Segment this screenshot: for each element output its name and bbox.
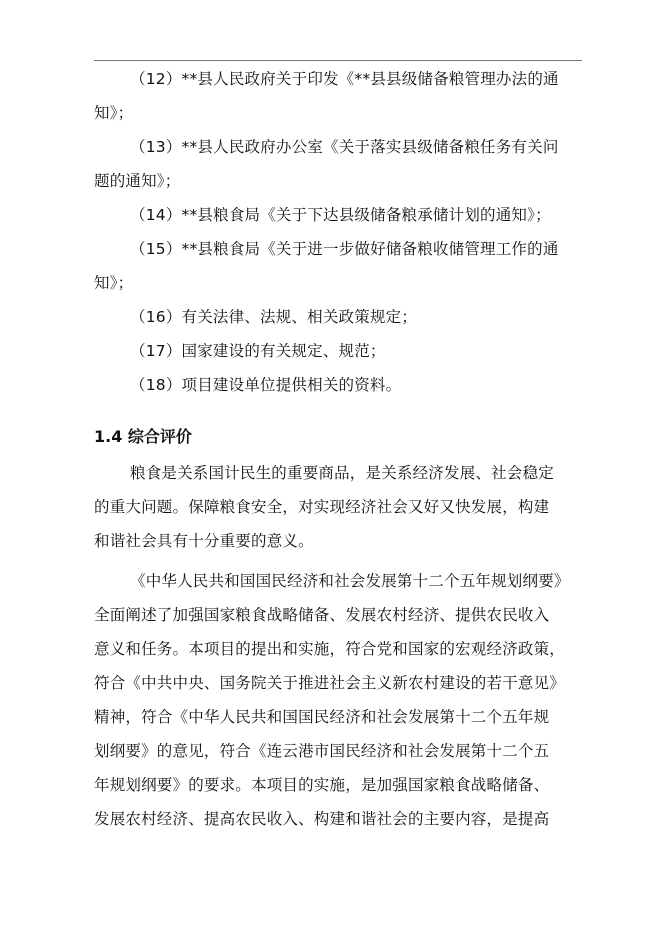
paragraph-2-line: 发展农村经济、提高农民收入、构建和谐社会的主要内容，是提高 — [94, 810, 550, 828]
paragraph-2 — [94, 564, 578, 836]
reference-13-line1: （13）**县人民政府办公室《关于落实县级储备粮任务有关问 — [130, 138, 559, 156]
paragraph-2-line: 符合《中共中央、国务院关于推进社会主义新农村建设的若干意见》 — [94, 674, 566, 692]
paragraph-1-line: 的重大问题。保障粮食安全，对实现经济社会又好又快发展，构建 — [94, 498, 550, 516]
reference-12-line1: （12）**县人民政府关于印发《**县县级储备粮管理办法的通 — [130, 70, 559, 88]
reference-16-line1: （16）有关法律、法规、相关政策规定； — [130, 308, 418, 326]
paragraph-2-line: 年规划纲要》的要求。本项目的实施，是加强国家粮食战略储备、 — [94, 776, 550, 794]
reference-12-line2: 知》； — [94, 104, 134, 122]
paragraph-2-line: 意义和任务。本项目的提出和实施，符合党和国家的宏观经济政策， — [94, 640, 566, 658]
paragraph-2-line: 划纲要》的意见，符合《连云港市国民经济和社会发展第十二个五 — [94, 742, 550, 760]
reference-13-line2: 题的通知》； — [94, 172, 181, 190]
reference-17-line1: （17）国家建设的有关规定、规范； — [130, 342, 386, 360]
reference-list — [94, 62, 578, 402]
paragraph-1 — [94, 456, 578, 558]
section-heading: 1.4 综合评价 — [94, 427, 192, 446]
paragraph-1-line: 粮食是关系国计民生的重要商品，是关系经济发展、社会稳定 — [130, 464, 554, 482]
header-rule — [94, 60, 582, 61]
reference-15-line1: （15）**县粮食局《关于进一步做好储备粮收储管理工作的通 — [130, 240, 559, 258]
paragraph-2-line: 全面阐述了加强国家粮食战略储备、发展农村经济、提供农民收入 — [94, 606, 550, 624]
reference-15-line2: 知》； — [94, 274, 134, 292]
reference-18-line1: （18）项目建设单位提供相关的资料。 — [130, 376, 402, 394]
paragraph-2-line: 精神，符合《中华人民共和国国民经济和社会发展第十二个五年规 — [94, 708, 550, 726]
paragraph-1-line: 和谐社会具有十分重要的意义。 — [94, 532, 314, 550]
paragraph-2-line: 《中华人民共和国国民经济和社会发展第十二个五年规划纲要》 — [130, 572, 570, 590]
reference-14-line1: （14）**县粮食局《关于下达县级储备粮承储计划的通知》； — [130, 206, 551, 224]
